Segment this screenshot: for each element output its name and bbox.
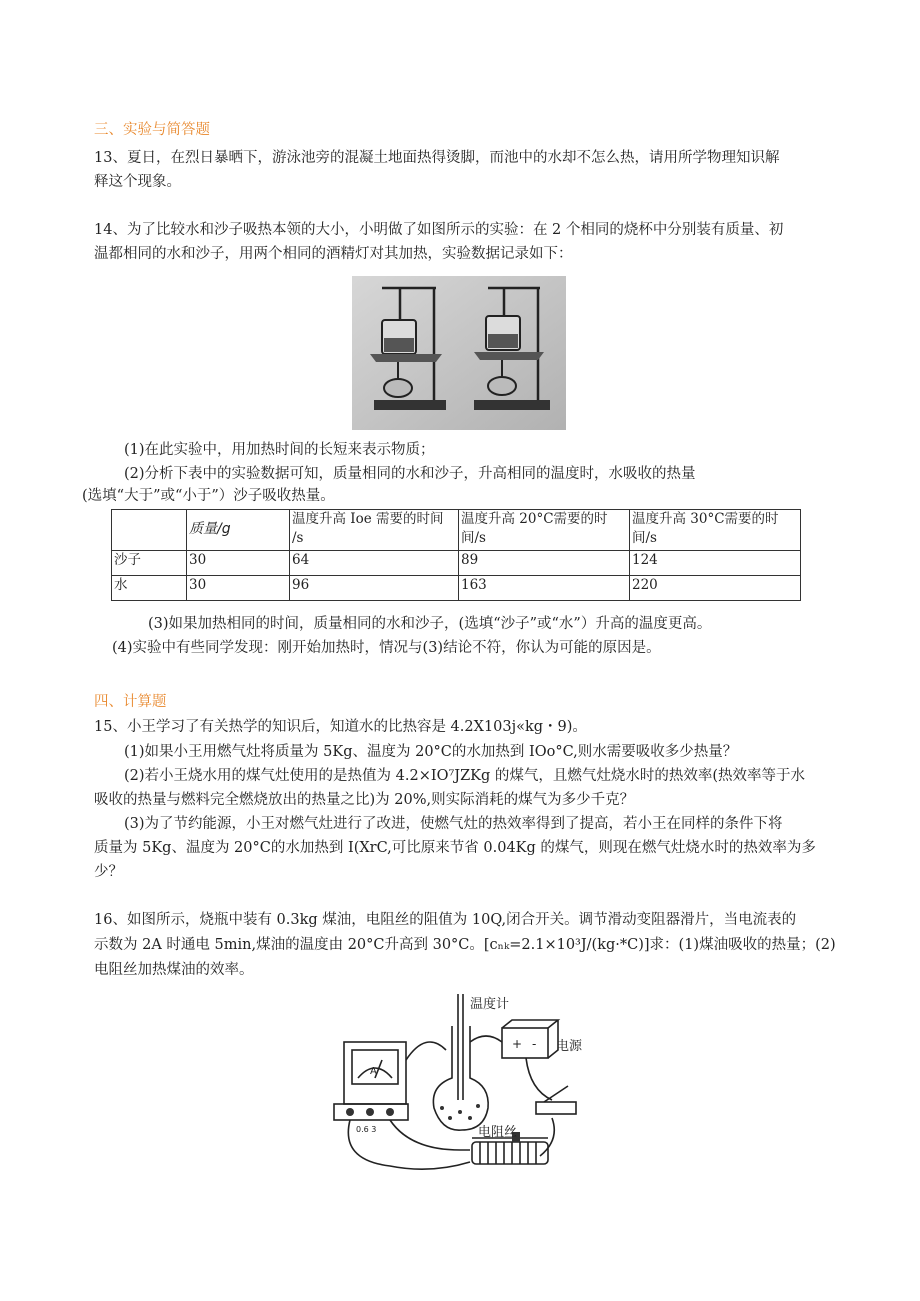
table-header-cell: 温度升高 20°C需要的时 间/s (459, 510, 630, 551)
q15-sub-1: (1)如果小王用燃气灶将质量为 5Kg、温度为 20°C的水加热到 IOo°C,则水需要吸收多少热量？ (124, 744, 738, 760)
table-cell: 水 (112, 576, 187, 601)
table-row (112, 551, 801, 576)
q13-line-1: 13、夏日，在烈日暴晒下，游泳池旁的混凝土地面热得烫脚，而池中的水却不怎么热，请用所学物理知识解 (94, 150, 780, 166)
table-cell: 163 (459, 576, 630, 601)
table-cell: 124 (630, 551, 801, 576)
table-cell: 30 (187, 551, 290, 576)
q15-sub-2a: (2)若小王烧水用的煤气灶使用的是热值为 4.2×IO⁷JZKg 的煤气，且燃气灶烧水时的热效率(热效率等于水 (124, 768, 806, 784)
table-cell: 220 (630, 576, 801, 601)
experiment-data-table (111, 509, 801, 601)
q16-line-1: 16、如图所示，烧瓶中装有 0.3kg 煤油，电阻丝的阻值为 10Q,闭合开关。调节滑动变阻器滑片，当电流表的 (94, 912, 797, 928)
q15-sub-3b: 质量为 5Kg、温度为 20°C的水加热到 I(XrC,可比原来节省 0.04Kg 的煤气，则现在燃气灶烧水时的热效率为多 (94, 840, 816, 856)
q14-line-2: 温都相同的水和沙子，用两个相同的酒精灯对其加热，实验数据记录如下： (94, 246, 573, 262)
thermometer-label: 温度计 (470, 997, 510, 1012)
beaker-heating-figure (352, 276, 566, 430)
q14-sub-4: (4)实验中有些同学发现：刚开始加热时，情况与(3)结论不符，你认为可能的原因是。 (112, 640, 661, 656)
ammeter-label: A (370, 1066, 377, 1077)
power-supply (502, 1028, 548, 1058)
table-cell: 沙子 (112, 551, 187, 576)
table-header-cell: 温度升高 Ioe 需要的时间 /s (290, 510, 459, 551)
section-4-heading: 四、计算题 (94, 694, 167, 710)
plus-label: + (512, 1037, 523, 1051)
section-3-heading: 三、实验与简答题 (94, 122, 210, 138)
table-cell: 96 (290, 576, 459, 601)
terminal-label: 0.6 3 (356, 1125, 377, 1134)
table-header-cell: 质量/g (187, 510, 290, 551)
table-header-row (112, 510, 801, 551)
q14-line-1: 14、为了比较水和沙子吸热本领的大小，小明做了如图所示的实验：在 2 个相同的烧杯中分别装有质量、初 (94, 222, 784, 238)
switch-base (536, 1102, 576, 1114)
table-cell: 64 (290, 551, 459, 576)
circuit-figure (330, 990, 590, 1180)
table-header-cell: 温度升高 30°C需要的时 间/s (630, 510, 801, 551)
q15-sub-3c: 少？ (94, 864, 123, 880)
q14-sub-2: (2)分析下表中的实验数据可知，质量相同的水和沙子，升高相同的温度时，水吸收的热量 (124, 466, 696, 482)
q13-line-2: 释这个现象。 (94, 174, 181, 190)
table-row (112, 576, 801, 601)
q15-sub-3a: (3)为了节约能源，小王对燃气灶进行了改进，使燃气灶的热效率得到了提高，若小王在同样的条件下将 (124, 816, 783, 832)
table-cell: 89 (459, 551, 630, 576)
q14-sub-1: (1)在此实验中，用加热时间的长短来表示物质； (124, 442, 435, 458)
q15-line-1: 15、小王学习了有关热学的知识后，知道水的比热容是 4.2X103j«kg・9)。 (94, 719, 587, 735)
table-header-cell (112, 510, 187, 551)
minus-label: - (532, 1037, 537, 1051)
power-label: 电源 (556, 1039, 583, 1054)
table-cell: 30 (187, 576, 290, 601)
resistor-label: 电阻丝 (478, 1125, 518, 1140)
q16-line-3: 电阻丝加热煤油的效率。 (94, 962, 254, 978)
q14-sub-3: (3)如果加热相同的时间，质量相同的水和沙子，(选填“沙子”或“水”）升高的温度更高。 (148, 616, 712, 632)
q14-sub-2b: (选填“大于”或“小于”）沙子吸收热量。 (82, 488, 335, 504)
q16-line-2: 示数为 2A 时通电 5min,煤油的温度由 20°C升高到 30°C。[cₙₖ=2.1×10³J/(kg·*C)]求：(1)煤油吸收的热量；(2) (94, 937, 836, 953)
q15-sub-2b: 吸收的热量与燃料完全燃烧放出的热量之比)为 20%,则实际消耗的煤气为多少千克？ (94, 792, 635, 808)
